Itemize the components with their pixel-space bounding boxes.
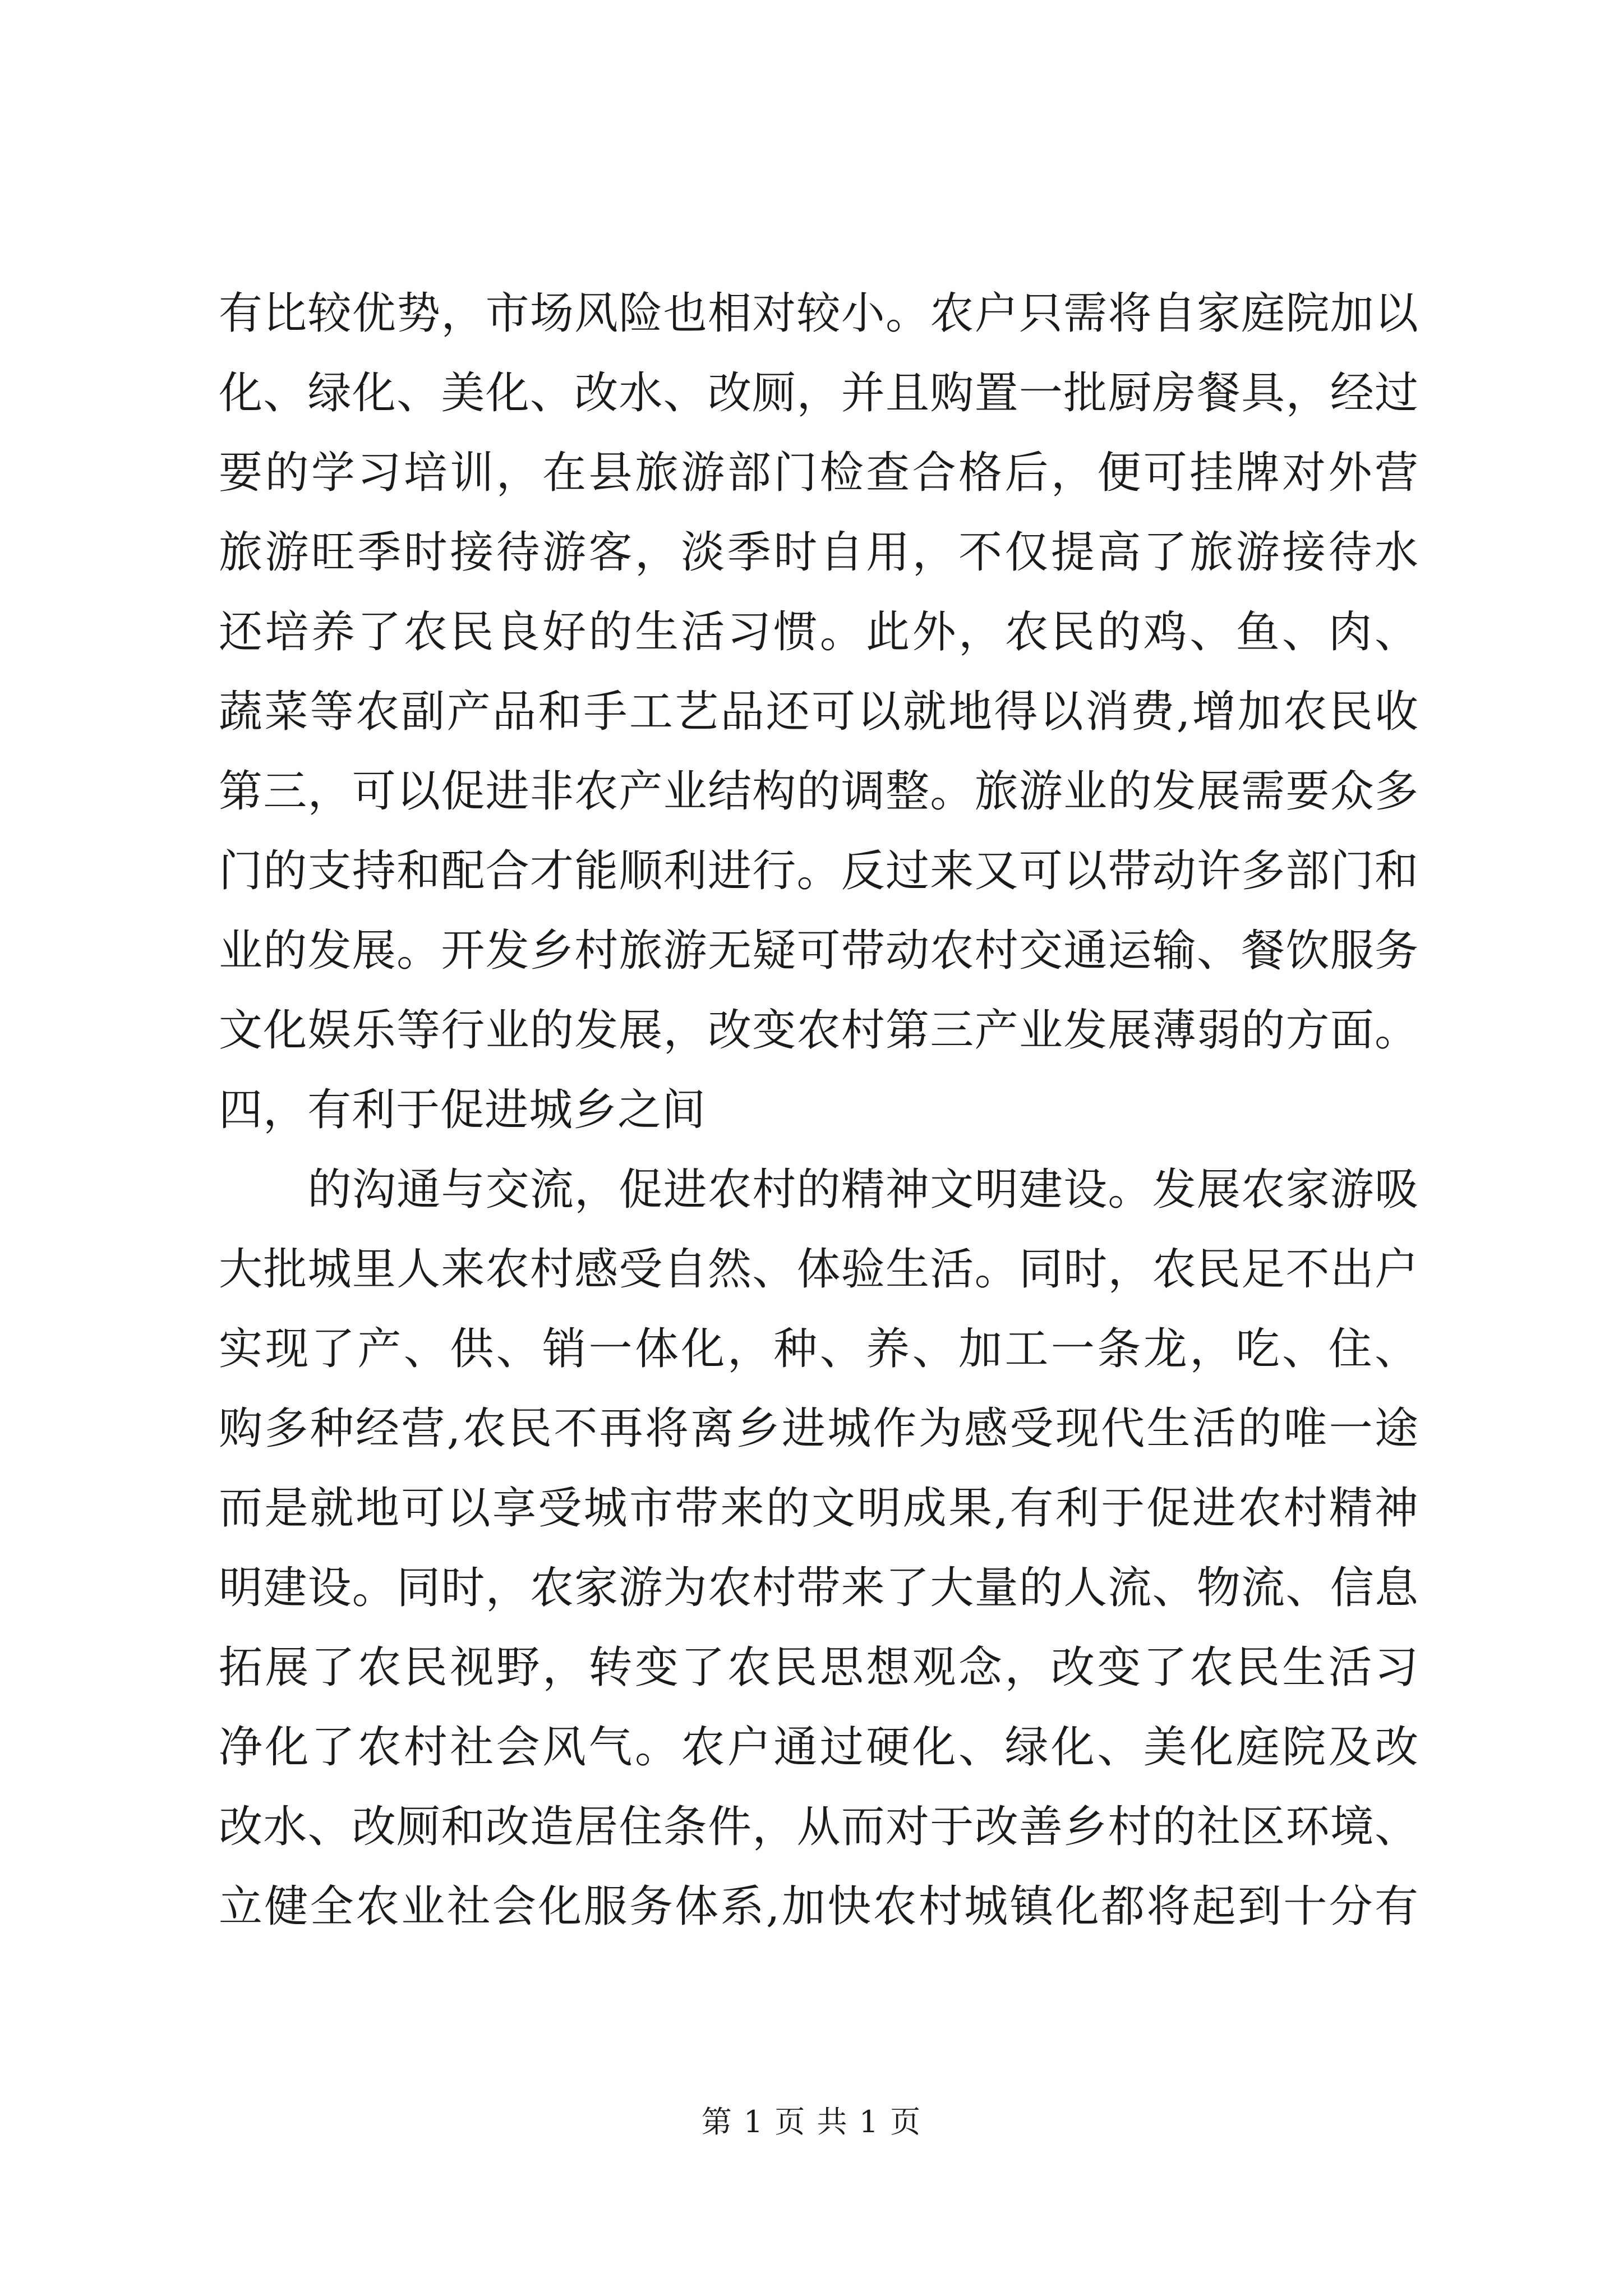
- text-line: 要的学习培训，在县旅游部门检查合格后，便可挂牌对外营: [219, 448, 1419, 498]
- text-line: 净化了农村社会风气。农户通过硬化、绿化、美化庭院及改: [219, 1722, 1419, 1773]
- text-line: 文化娱乐等行业的发展，改变农村第三产业发展薄弱的方面。: [219, 1005, 1419, 1056]
- text-line: 旅游旺季时接待游客，淡季时自用，不仅提高了旅游接待水: [219, 527, 1419, 578]
- text-line: 拓展了农民视野，转变了农民思想观念，改变了农民生活习: [219, 1642, 1419, 1693]
- page-number-footer: 第 1 页 共 1 页: [701, 2104, 922, 2139]
- text-line: 立健全农业社会化服务体系,加快农村城镇化都将起到十分有: [219, 1881, 1419, 1932]
- text-line: 改水、改厕和改造居住条件，从而对于改善乡村的社区环境、: [219, 1802, 1419, 1852]
- text-line: 购多种经营,农民不再将离乡进城作为感受现代生活的唯一途: [219, 1404, 1419, 1454]
- text-line: 有比较优势，市场风险也相对较小。农户只需将自家庭院加以: [219, 288, 1419, 339]
- text-line: 蔬菜等农副产品和手工艺品还可以就地得以消费,增加农民收: [219, 687, 1419, 737]
- text-line: 的沟通与交流，促进农村的精神文明建设。发展农家游吸: [307, 1165, 1419, 1215]
- text-line-last: 四，有利于促进城乡之间: [219, 1085, 707, 1135]
- text-line: 而是就地可以享受城市带来的文明成果,有利于促进农村精神: [219, 1483, 1419, 1534]
- paragraph-new: [219, 1150, 1419, 1947]
- text-line: 大批城里人来农村感受自然、体验生活。同时，农民足不出户: [219, 1244, 1419, 1295]
- text-line: 化、绿化、美化、改水、改厕，并且购置一批厨房餐具，经过: [219, 368, 1419, 418]
- text-line: 还培养了农民良好的生活习惯。此外，农民的鸡、鱼、肉、: [219, 607, 1419, 657]
- text-line: 实现了产、供、销一体化，种、养、加工一条龙，吃、住、: [219, 1324, 1419, 1374]
- text-line: 明建设。同时，农家游为农村带来了大量的人流、物流、信息: [219, 1563, 1419, 1613]
- paragraph-continuation: [219, 274, 1419, 1150]
- text-line: 门的支持和配合才能顺利进行。反过来又可以带动许多部门和: [219, 846, 1419, 896]
- text-line: 第三，可以促进非农产业结构的调整。旅游业的发展需要众多: [219, 766, 1419, 817]
- text-line: 业的发展。开发乡村旅游无疑可带动农村交通运输、餐饮服务: [219, 926, 1419, 976]
